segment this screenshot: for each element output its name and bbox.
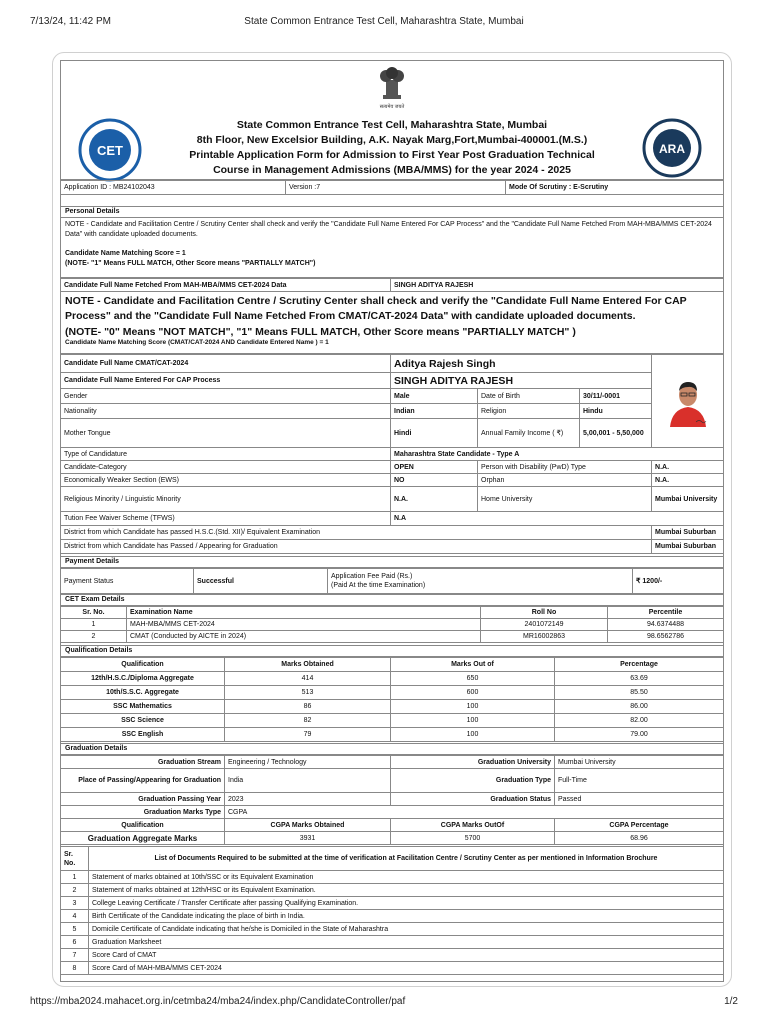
table-row: [61, 672, 724, 686]
qual-obtained: 82: [225, 714, 391, 728]
cet-percentile: 94.6374488: [608, 619, 724, 631]
cet-srno: 1: [61, 619, 127, 631]
table-row: [61, 686, 724, 700]
qual-header-obtained: Marks Obtained: [225, 658, 391, 672]
fetched-name-value: SINGH ADITYA RAJESH: [391, 279, 724, 292]
qualification-section: [60, 645, 724, 742]
gender-label: Gender: [61, 389, 391, 404]
qual-name: 10th/S.S.C. Aggregate: [61, 686, 225, 700]
graduation-title: Graduation Details: [60, 743, 724, 755]
doc-name: Statement of marks obtained at 10th/SSC or its Equivalent Examination: [89, 871, 724, 884]
emblem-motto: सत्यमेव जयते: [379, 104, 405, 110]
qual-obtained: 513: [225, 686, 391, 700]
note-cmat-score: (NOTE- "0" Means "NOT MATCH", "1" Means FULL MATCH, Other Score means "PARTIALLY MATCH" ): [65, 326, 576, 338]
personal-title: Personal Details: [60, 206, 724, 218]
qual-percentage: 82.00: [555, 714, 724, 728]
grad-year-value: 2023: [225, 793, 391, 806]
candidate-photo: [666, 375, 710, 427]
page-title: State Common Entrance Test Cell, Maharashtra State, Mumbai: [244, 16, 524, 27]
qual-name: SSC Science: [61, 714, 225, 728]
grad-status-label: Graduation Status: [391, 793, 555, 806]
graduation-section: [60, 743, 724, 845]
cet-logo-icon: [78, 118, 142, 182]
table-row: [61, 884, 724, 897]
cet-exam: MAH-MBA/MMS CET-2024: [127, 619, 481, 631]
doc-name: Score Card of MAH-MBA/MMS CET-2024: [89, 962, 724, 975]
nationality-value: Indian: [391, 404, 478, 419]
ews-label: Economically Weaker Section (EWS): [61, 474, 391, 487]
scrutiny-mode: Mode Of Scrutiny : E-Scrutiny: [506, 181, 724, 195]
home-university-value: Mumbai University: [652, 487, 724, 512]
browser-header: [30, 16, 738, 30]
meta-row: [60, 180, 724, 195]
tfws-value: N.A: [391, 512, 724, 526]
qual-percentage: 79.00: [555, 728, 724, 742]
grad-aggregate-obtained: 3931: [225, 832, 391, 845]
table-row: [61, 631, 724, 643]
cet-srno: 2: [61, 631, 127, 643]
cgpa-header-percentage: CGPA Percentage: [555, 819, 724, 832]
tfws-label: Tution Fee Waiver Scheme (TFWS): [61, 512, 391, 526]
orphan-value: N.A.: [652, 474, 724, 487]
pwd-label: Person with Disability (PwD) Type: [478, 461, 652, 474]
header-text: [160, 118, 624, 178]
mother-tongue-value: Hindi: [391, 419, 478, 448]
table-row: [61, 714, 724, 728]
qual-name: SSC Mathematics: [61, 700, 225, 714]
table-row: [61, 897, 724, 910]
table-row: [61, 923, 724, 936]
table-row: [61, 871, 724, 884]
documents-section: [60, 846, 724, 975]
table-row: [61, 619, 724, 631]
browser-footer: [30, 996, 738, 1010]
table-row: [61, 700, 724, 714]
doc-srno: 7: [61, 949, 89, 962]
emblem-icon: [373, 64, 411, 110]
payment-section: [60, 556, 724, 594]
cgpa-header-qualification: Qualification: [61, 819, 225, 832]
doc-srno: 2: [61, 884, 89, 897]
table-row: [61, 832, 724, 845]
grad-type-label: Graduation Type: [391, 769, 555, 793]
income-value: 5,00,001 - 5,50,000: [580, 419, 652, 448]
religion-label: Religion: [478, 404, 580, 419]
qual-outof: 100: [391, 728, 555, 742]
candidature-label: Type of Candidature: [61, 448, 391, 461]
qual-header-row: [61, 658, 724, 672]
pwd-value: N.A.: [652, 461, 724, 474]
cmat-name-label: Candidate Full Name CMAT/CAT-2024: [61, 355, 391, 373]
doc-name: College Leaving Certificate / Transfer Certificate after passing Qualifying Examination.: [89, 897, 724, 910]
fee-label-line: Application Fee Paid (Rs.): [331, 573, 413, 580]
cet-section: [60, 594, 724, 643]
home-university-label: Home University: [478, 487, 652, 512]
note-cmat: NOTE - Candidate and Facilitation Centre / Scrutiny Center shall check and verify the "Candidate Full Name Entered For CAP Process" and the "Candidate Full Name Fetched From CMAT/CAT-2024 Data" with candidate uploaded documents.: [65, 295, 687, 322]
qualification-title: Qualification Details: [60, 645, 724, 657]
qual-outof: 600: [391, 686, 555, 700]
cet-header-percentile: Percentile: [608, 607, 724, 619]
minority-label: Religious Minority / Linguistic Minority: [61, 487, 391, 512]
doc-name: Birth Certificate of the Candidate indicating the place of birth in India.: [89, 910, 724, 923]
doc-name: Graduation Marksheet: [89, 936, 724, 949]
qualification-table: [60, 657, 724, 742]
table-row: [61, 936, 724, 949]
doc-srno: 5: [61, 923, 89, 936]
grad-type-value: Full-Time: [555, 769, 724, 793]
mother-tongue-label: Mother Tongue: [61, 419, 391, 448]
grad-place-label: Place of Passing/Appearing for Graduation: [61, 769, 225, 793]
matching-score-1: Candidate Name Matching Score = 1: [65, 250, 186, 257]
documents-table: [60, 846, 724, 975]
grad-aggregate-label: Graduation Aggregate Marks: [61, 832, 225, 845]
qual-obtained: 414: [225, 672, 391, 686]
category-value: OPEN: [391, 461, 478, 474]
ara-logo-text: ARA: [659, 142, 685, 156]
cet-roll: 2401072149: [481, 619, 608, 631]
table-row: [61, 910, 724, 923]
grad-university-value: Mumbai University: [555, 756, 724, 769]
orphan-label: Orphan: [478, 474, 652, 487]
candidature-value: Maharashtra State Candidate - Type A: [391, 448, 724, 461]
qual-outof: 100: [391, 714, 555, 728]
cgpa-header-row: [61, 819, 724, 832]
qual-name: 12th/H.S.C./Diploma Aggregate: [61, 672, 225, 686]
matching-score-2: Candidate Name Matching Score (CMAT/CAT-2024 AND Candidate Entered Name ) = 1: [65, 339, 329, 346]
doc-name: Domicile Certificate of Candidate indicating that he/she is Domiciled in the State of Maharashtra: [89, 923, 724, 936]
qual-percentage: 63.69: [555, 672, 724, 686]
cet-header-exam: Examination Name: [127, 607, 481, 619]
header-line4: Course in Management Admissions (MBA/MMS) for the year 2024 - 2025: [213, 164, 571, 176]
cet-exam: CMAT (Conducted by AICTE in 2024): [127, 631, 481, 643]
print-datetime: 7/13/24, 11:42 PM: [30, 16, 111, 27]
doc-srno: 1: [61, 871, 89, 884]
header-line1: State Common Entrance Test Cell, Maharashtra State, Mumbai: [236, 119, 548, 131]
qual-outof: 100: [391, 700, 555, 714]
ews-value: NO: [391, 474, 478, 487]
grad-status-value: Passed: [555, 793, 724, 806]
minority-value: N.A.: [391, 487, 478, 512]
fee-label: [328, 569, 633, 594]
cet-logo-text: CET: [97, 143, 123, 158]
district-hsc-label: District from which Candidate has passed H.S.C.(Std. XII)/ Equivalent Examination: [61, 526, 652, 540]
fee-value: ₹ 1200/-: [633, 569, 724, 594]
version: Version :7: [286, 181, 506, 195]
qual-percentage: 85.50: [555, 686, 724, 700]
grad-aggregate-percentage: 68.96: [555, 832, 724, 845]
docs-header-srno: Sr. No.: [61, 847, 89, 871]
personal-section: [60, 206, 724, 554]
cet-roll: MR16002863: [481, 631, 608, 643]
grad-marks-type-value: CGPA: [225, 806, 724, 819]
grad-university-label: Graduation University: [391, 756, 555, 769]
qual-name: SSC English: [61, 728, 225, 742]
grad-marks-type-label: Graduation Marks Type: [61, 806, 225, 819]
gender-value: Male: [391, 389, 478, 404]
grad-year-label: Graduation Passing Year: [61, 793, 225, 806]
nationality-label: Nationality: [61, 404, 391, 419]
graduation-table: [60, 755, 724, 845]
qual-header-qualification: Qualification: [61, 658, 225, 672]
cet-header-row: [61, 607, 724, 619]
grad-place-value: India: [225, 769, 391, 793]
fetched-name-label: Candidate Full Name Fetched From MAH-MBA/MMS CET-2024 Data: [61, 279, 391, 292]
qual-header-percentage: Percentage: [555, 658, 724, 672]
table-row: [61, 949, 724, 962]
docs-header-title: List of Documents Required to be submitted at the time of verification at Facilitation Centre / Scrutiny Center as per mentioned in Information Brochure: [89, 847, 724, 871]
doc-srno: 8: [61, 962, 89, 975]
cgpa-header-outof: CGPA Marks OutOf: [391, 819, 555, 832]
district-hsc-value: Mumbai Suburban: [652, 526, 724, 540]
grad-stream-label: Graduation Stream: [61, 756, 225, 769]
fee-label-sub: (Paid At the time Examination): [331, 582, 426, 589]
cmat-name-value: Aditya Rajesh Singh: [391, 355, 652, 373]
note-mahcet: NOTE - Candidate and Facilitation Centre / Scrutiny Center shall check and verify the "Candidate Full Name Entered For CAP Process" and the "Candidate Full Name Fetched From MAH-MBA/MMS CET-2024 Data" with candidate uploaded documents.: [65, 221, 712, 238]
payment-status-label: Payment Status: [61, 569, 194, 594]
income-label: Annual Family Income ( ₹): [478, 419, 580, 448]
application-id: Application ID : MB24102043: [61, 181, 286, 195]
photo-cell: [652, 355, 724, 448]
dob-value: 30/11/-0001: [580, 389, 652, 404]
doc-name: Statement of marks obtained at 12th/HSC or its Equivalent Examination.: [89, 884, 724, 897]
dob-label: Date of Birth: [478, 389, 580, 404]
header-line2: 8th Floor, New Excelsior Building, A.K. Nayak Marg,Fort,Mumbai-400001.(M.S.): [196, 134, 588, 146]
table-row: [61, 962, 724, 975]
payment-status-value: Successful: [194, 569, 328, 594]
qual-percentage: 86.00: [555, 700, 724, 714]
docs-header-row: [61, 847, 724, 871]
cet-title: CET Exam Details: [60, 594, 724, 606]
doc-srno: 4: [61, 910, 89, 923]
qual-obtained: 86: [225, 700, 391, 714]
qual-outof: 650: [391, 672, 555, 686]
payment-title: Payment Details: [60, 556, 724, 568]
doc-srno: 6: [61, 936, 89, 949]
cap-name-label: Candidate Full Name Entered For CAP Process: [61, 373, 391, 389]
religion-value: Hindu: [580, 404, 652, 419]
cet-percentile: 98.6562786: [608, 631, 724, 643]
table-row: [61, 728, 724, 742]
district-grad-label: District from which Candidate has Passed / Appearing for Graduation: [61, 540, 652, 554]
grad-stream-value: Engineering / Technology: [225, 756, 391, 769]
doc-srno: 3: [61, 897, 89, 910]
grad-aggregate-outof: 5700: [391, 832, 555, 845]
cet-header-roll: Roll No: [481, 607, 608, 619]
qual-header-outof: Marks Out of: [391, 658, 555, 672]
personal-table: [60, 354, 724, 554]
header-line3: Printable Application Form for Admission to First Year Post Graduation Technical: [189, 149, 595, 161]
cgpa-header-obtained: CGPA Marks Obtained: [225, 819, 391, 832]
cap-name-value: SINGH ADITYA RAJESH: [391, 373, 652, 389]
cet-header-srno: Sr. No.: [61, 607, 127, 619]
doc-name: Score Card of CMAT: [89, 949, 724, 962]
page-number: 1/2: [724, 996, 738, 1007]
category-label: Candidate-Category: [61, 461, 391, 474]
cet-table: [60, 606, 724, 643]
page-url[interactable]: https://mba2024.mahacet.org.in/cetmba24/mba24/index.php/CandidateController/paf: [30, 996, 406, 1007]
ara-logo-icon: [642, 118, 702, 178]
cmat-notes: [60, 292, 724, 354]
form-header: [60, 60, 724, 180]
qual-obtained: 79: [225, 728, 391, 742]
personal-notes: [60, 218, 724, 278]
matching-score-1-note: (NOTE- "1" Means FULL MATCH, Other Score means "PARTIALLY MATCH"): [65, 260, 316, 267]
district-grad-value: Mumbai Suburban: [652, 540, 724, 554]
